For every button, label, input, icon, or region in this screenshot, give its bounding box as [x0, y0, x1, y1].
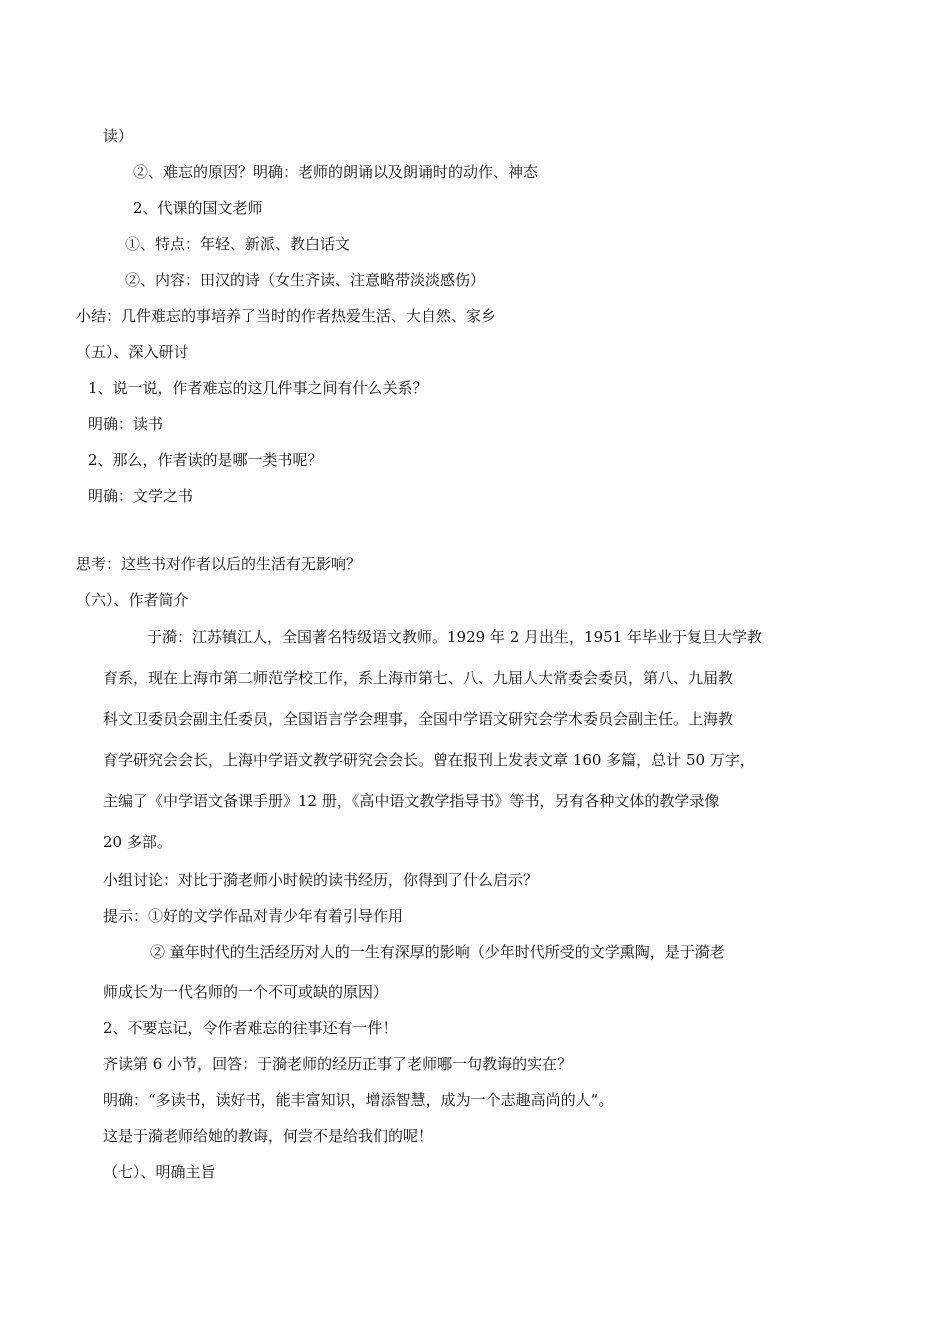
section-heading-7: （七）、明确主旨	[103, 1163, 216, 1181]
paragraph-line-4: 育学研究会会长，上海中学语文教学研究会会长。曾在报刊上发表文章 160 多篇，总计 50 万字，	[103, 751, 755, 769]
text-line-1: 读）	[103, 127, 134, 145]
text-line-4: ①、特点：年轻、新派、教白话文	[125, 235, 351, 253]
text-line-25: 齐读第 6 小节，回答：于漪老师的经历正事了老师哪一句教诲的实在？	[103, 1055, 573, 1073]
text-line-22: ② 童年时代的生活经历对人的一生有深厚的影响（少年时代所受的文学熏陶，是于漪老	[150, 943, 725, 961]
text-line-8: 1、说一说，作者难忘的这几件事之间有什么关系？	[88, 379, 428, 397]
text-line-9: 明确：读书	[88, 415, 164, 433]
text-line-11: 明确：文学之书	[88, 487, 194, 505]
text-line-2: ②、难忘的原因？明确：老师的朗诵以及朗诵时的动作、神态	[133, 163, 539, 181]
text-line-20: 小组讨论：对比于漪老师小时候的读书经历，你得到了什么启示？	[103, 871, 539, 889]
text-line-5: ②、内容：田汉的诗（女生齐读、注意略带淡淡感伤）	[125, 271, 486, 289]
text-line-12: 思考：这些书对作者以后的生活有无影响？	[76, 555, 362, 573]
text-line-24: 2、不要忘记，令作者难忘的往事还有一件！	[103, 1019, 398, 1037]
text-line-21: 提示：①好的文学作品对青少年有着引导作用	[103, 907, 404, 925]
text-line-23: 师成长为一代名师的一个不可或缺的原因）	[103, 983, 389, 1001]
text-line-6: 小结：几件难忘的事培养了当时的作者热爱生活、大自然、家乡	[76, 307, 497, 325]
paragraph-line-2: 育系，现在上海市第二师范学校工作，系上海市第七、八、九届人大常委会委员，第八、九届教	[103, 669, 734, 687]
section-heading-6: （六）、作者简介	[76, 591, 189, 609]
text-line-27: 这是于漪老师给她的教诲，何尝不是给我们的呢！	[103, 1127, 434, 1145]
paragraph-line-5: 主编了《中学语文备课手册》12 册，《高中语文教学指导书》等书，另有各种文体的教学录像	[103, 792, 720, 810]
text-line-10: 2、那么，作者读的是哪一类书呢？	[88, 451, 323, 469]
section-heading-5: （五）、深入研讨	[76, 343, 189, 361]
text-line-3: 2、代课的国文老师	[133, 199, 263, 217]
text-line-26: 明确：“多读书，读好书，能丰富知识，增添智慧，成为一个志趣高尚的人”。	[103, 1091, 614, 1109]
paragraph-line-3: 科文卫委员会副主任委员，全国语言学会理事，全国中学语文研究会学术委员会副主任。上海教	[103, 710, 734, 728]
paragraph-line-6: 20 多部。	[103, 833, 172, 851]
paragraph-line-1: 于漪：江苏镇江人，全国著名特级语文教师。1929 年 2 月出生，1951 年毕业于复旦大学教	[147, 628, 762, 646]
